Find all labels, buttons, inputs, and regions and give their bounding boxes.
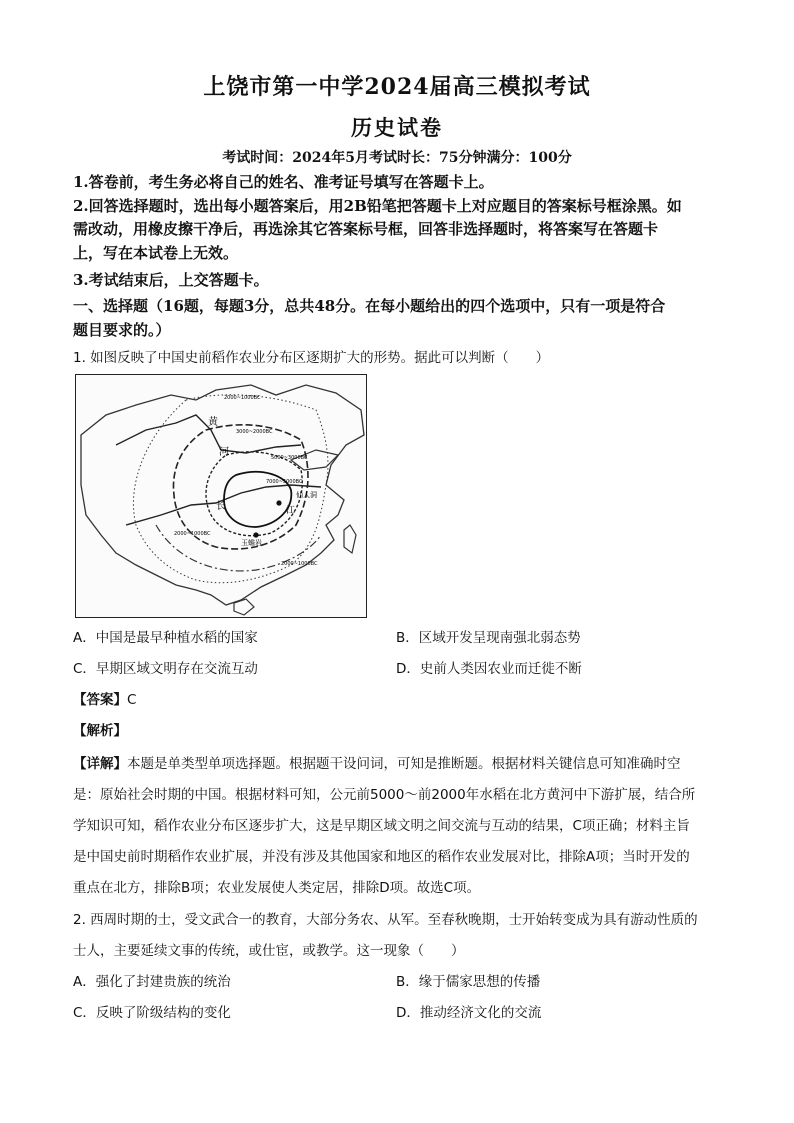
detail-line-1 — [73, 754, 681, 774]
question-2-stem-a: 2. 西周时期的士，受文武合一的教育，大部分务农、从军。至春秋晚期，士开始转变成为具有游动性质的 — [73, 912, 698, 928]
detail-label: 【详解】 — [73, 756, 127, 772]
answer-label: 【答案】 — [73, 692, 127, 708]
detail-line-2: 是：原始社会时期的中国。根据材料可知，公元前5000～前2000年水稻在北方黄河中下游扩展，结合所 — [73, 787, 696, 803]
question-2-option-c: C．反映了阶级结构的变化 — [73, 1005, 231, 1021]
hainan-island — [234, 599, 254, 615]
map-label-period-5000-3000: 5000~3000BC — [271, 455, 308, 461]
map-label-yuchanyan: 玉蟾岩 — [241, 539, 262, 547]
question-1-option-c: C．早期区域文明存在交流互动 — [73, 661, 258, 677]
map-graphic — [76, 375, 366, 617]
question-1-answer — [73, 690, 136, 710]
question-1-option-a: A．中国是最早种植水稻的国家 — [73, 630, 258, 646]
question-1-option-d: D．史前人类因农业而迁徙不断 — [396, 661, 582, 677]
subject-title: 历史试卷 — [351, 115, 443, 140]
map-label-period-2000-1000-top: 2000~1000BC — [224, 395, 261, 401]
instruction-3: 3.考试结束后，上交答题卡。 — [73, 271, 269, 289]
question-1-stem: 1. 如图反映了中国史前稻作农业分布区逐期扩大的形势。据此可以判断（ ） — [73, 350, 550, 366]
section-heading-b: 题目要求的。） — [73, 321, 171, 339]
rice-distribution-map — [75, 374, 367, 618]
question-2-stem-b: 士人，主要延续文事的传统，或仕宦，或教学。这一现象（ ） — [73, 943, 465, 959]
map-label-jiang: 江 — [286, 506, 296, 516]
map-label-period-7000-5000: 7000~5000BC — [266, 479, 303, 485]
instruction-2b: 需改动，用橡皮擦干净后，再选涂其它答案标号框，回答非选择题时，将答案写在答题卡 — [73, 220, 659, 238]
map-label-period-3000-2000: 3000~2000BC — [236, 429, 273, 435]
detail-line-5: 重点在北方，排除B项；农业发展使人类定居，排除D项。故选C项。 — [73, 880, 481, 896]
map-label-he: 河 — [219, 447, 229, 458]
coastline — [81, 385, 364, 605]
question-2-option-b: B．缘于儒家思想的传播 — [396, 974, 541, 990]
section-heading-a: 一、选择题（16题，每题3分，总共48分。在每小题给出的四个选项中，只有一项是符合 — [73, 297, 666, 315]
instruction-2a: 2.回答选择题时，选出每小题答案后，用2B铅笔把答题卡上对应题目的答案标号框涂黑。如 — [73, 197, 682, 215]
analysis-label: 【解析】 — [73, 723, 127, 739]
boundary-5000-3000bc — [206, 452, 302, 536]
exam-title: 上饶市第一中学2024届高三模拟考试 — [203, 74, 591, 100]
detail-line-3: 学知识可知，稻作农业分布区逐步扩大，这是早期区域文明之间交流与互动的结果，C项正确；材料主旨 — [73, 818, 690, 834]
question-2-option-a: A．强化了封建贵族的统治 — [73, 974, 231, 990]
detail-text-1: 本题是单类型单项选择题。根据题干设问词，可知是推断题。根据材料关键信息可知准确时空 — [127, 756, 681, 772]
map-label-period-2000-1000-left: 2000~1000BC — [174, 531, 211, 537]
map-label-chang: 长 — [216, 501, 226, 512]
question-2-option-d: D．推动经济文化的交流 — [396, 1005, 542, 1021]
answer-value: C — [127, 692, 137, 708]
map-label-period-2000-1000-right: 2000~1000BC — [281, 561, 318, 567]
xianrendong-site-marker — [276, 500, 281, 505]
exam-info: 考试时间：2024年5月考试时长：75分钟满分：100分 — [222, 150, 572, 166]
question-1-option-b: B．区域开发呈现南强北弱态势 — [396, 630, 581, 646]
detail-line-4: 是中国史前时期稻作农业扩展，并没有涉及其他国家和地区的稻作农业发展对比，排除A项；当时开发的 — [73, 849, 690, 865]
yuchanyan-site-marker — [253, 532, 258, 537]
map-label-huang: 黄 — [208, 417, 218, 428]
map-label-xianrendong: 仙人洞 — [296, 491, 317, 499]
instruction-2c: 上，写在本试卷上无效。 — [73, 244, 239, 262]
taiwan-island — [344, 525, 356, 553]
instruction-1: 1.答卷前，考生务必将自己的姓名、准考证号填写在答题卡上。 — [73, 173, 494, 191]
